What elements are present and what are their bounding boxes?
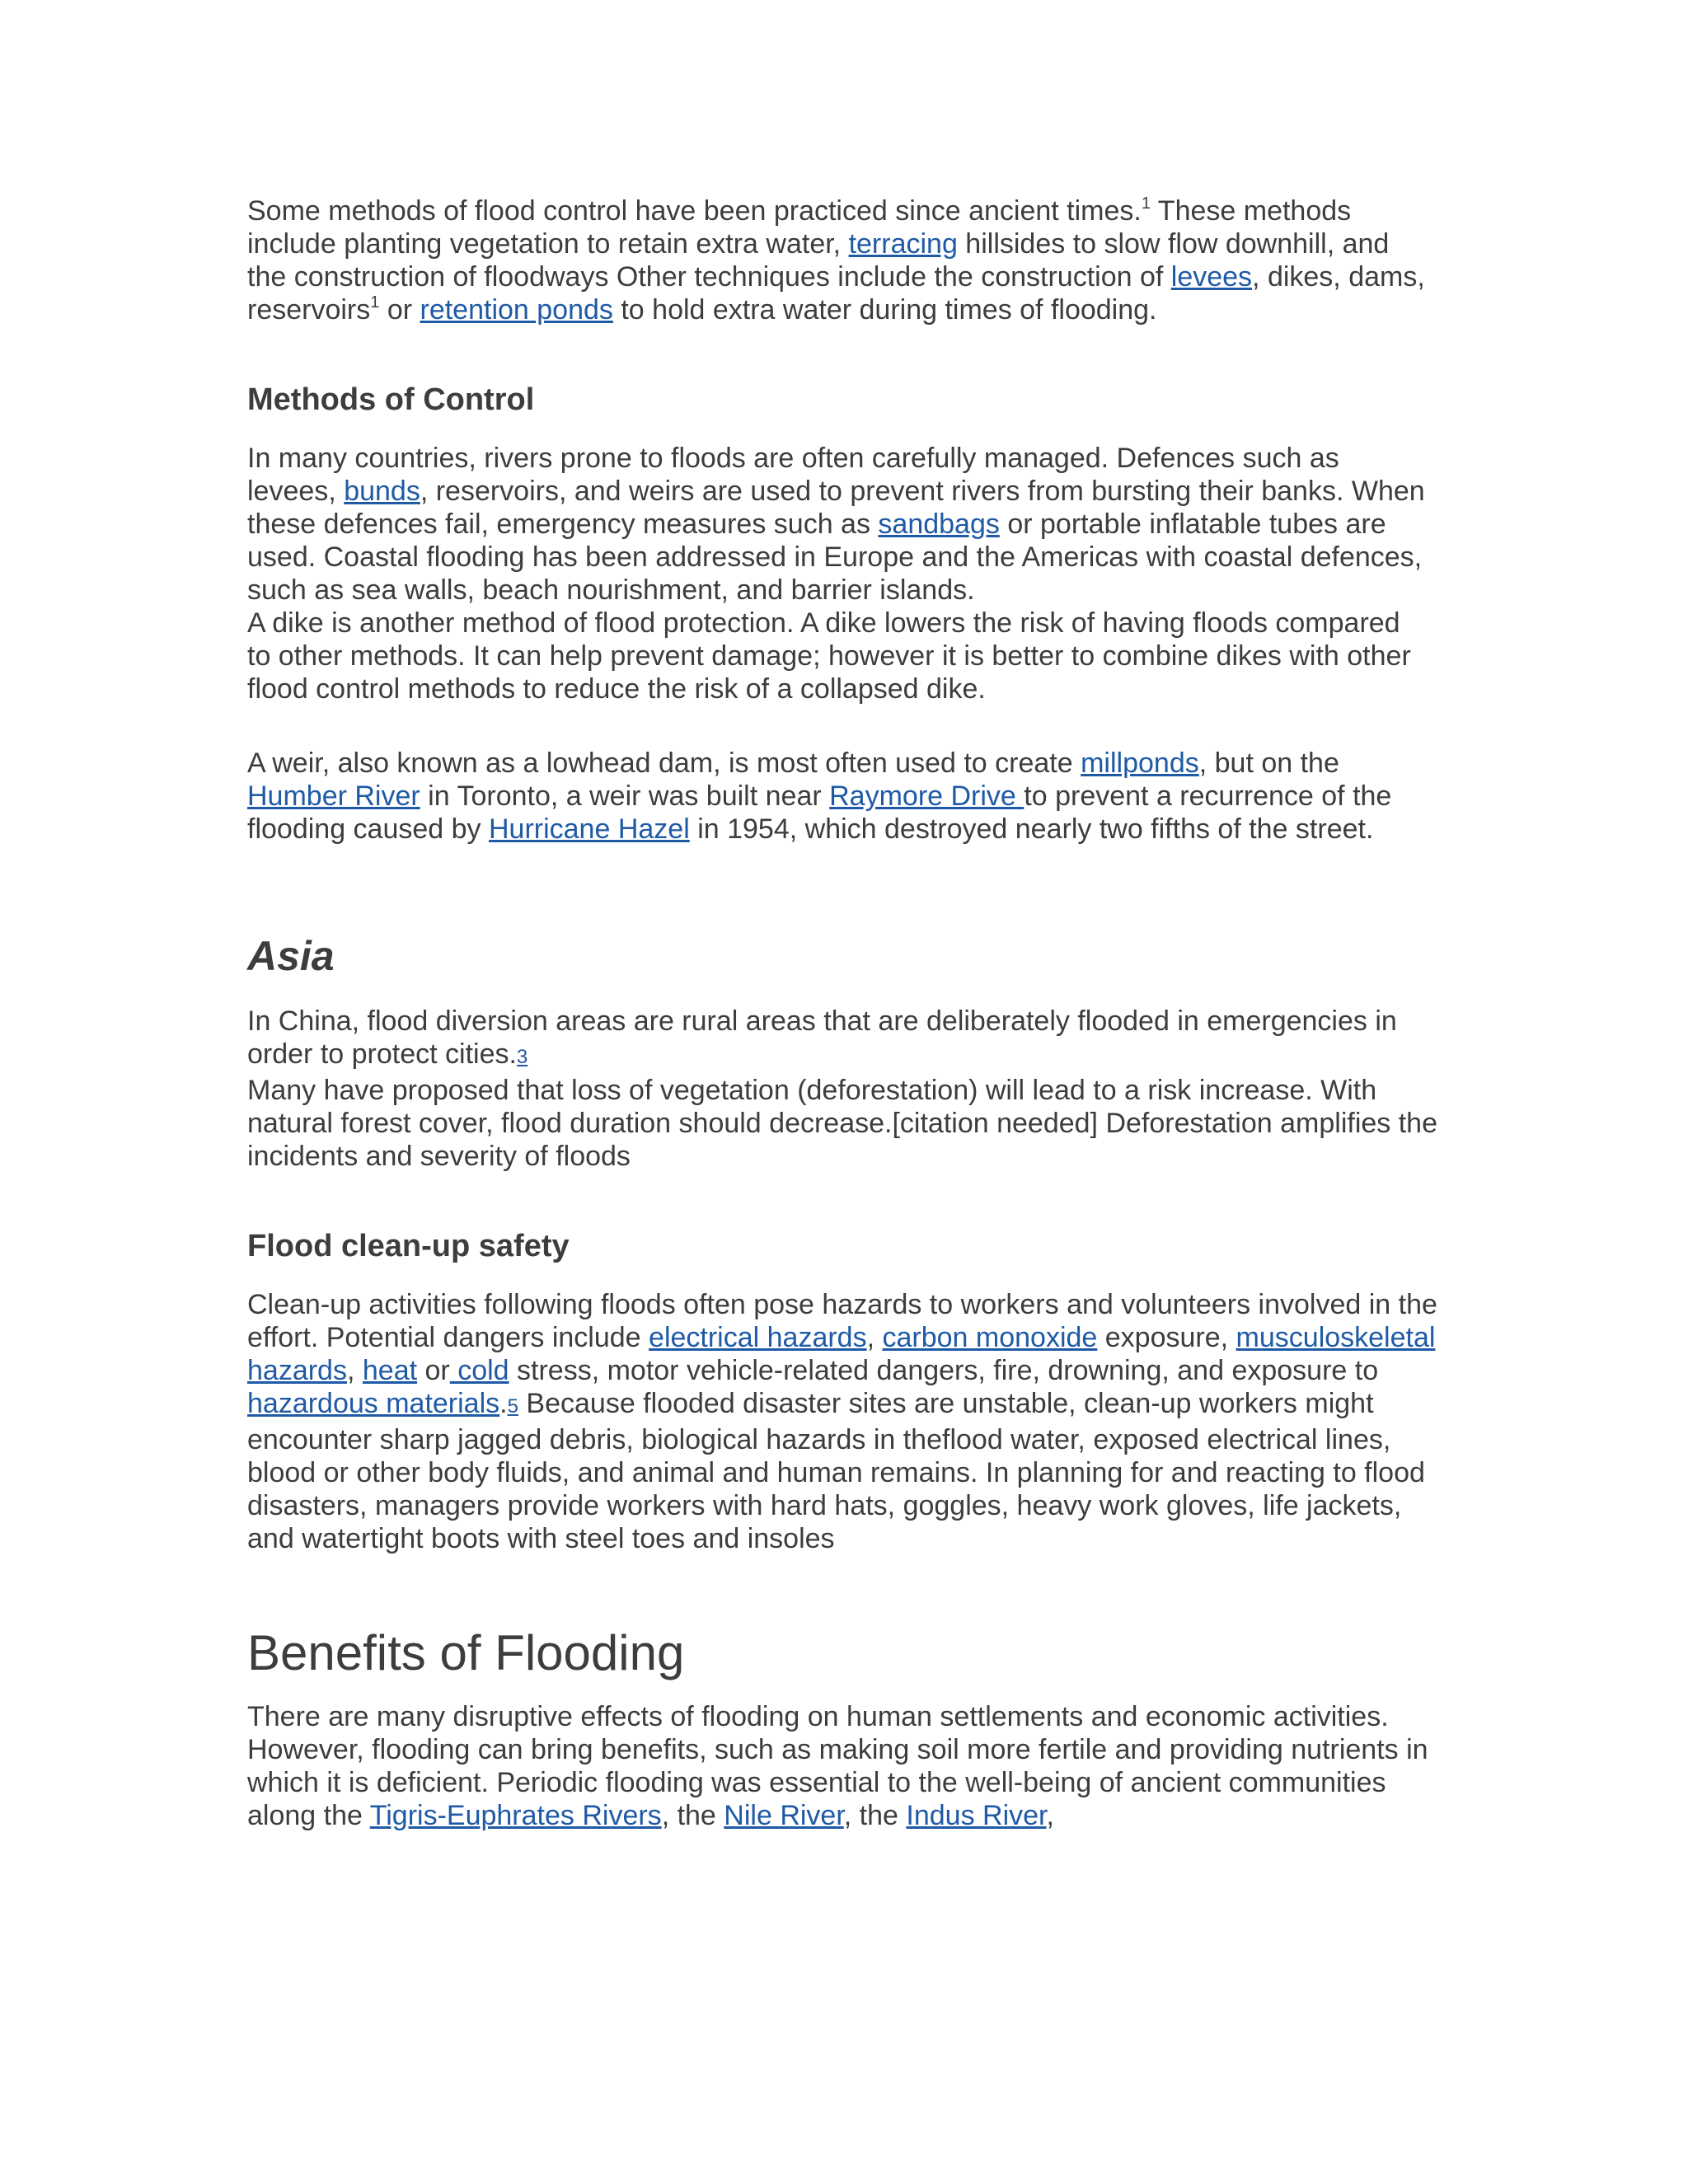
asia-paragraph-1: In China, flood diversion areas are rural areas that are deliberately flooded in emergencies in order to protect cities.3	[247, 1005, 1397, 1070]
asia-paragraph-2: Many have proposed that loss of vegetation (deforestation) will lead to a risk increase. With natural forest cover, flood duration should decrease.[citation needed] Deforestation amplifies the incidents and severity of floods	[247, 1075, 1437, 1172]
footnote-link-3[interactable]: 3	[516, 1046, 528, 1068]
link-levees[interactable]: levees	[1170, 261, 1253, 293]
link-electrical-hazards[interactable]: electrical hazards	[649, 1322, 867, 1353]
heading-methods-of-control: Methods of Control	[247, 382, 535, 417]
methods-paragraph-2: A dike is another method of flood protection. A dike lowers the risk of having floods compared to other methods. It can help prevent damage; however it is better to combine dikes with other flood control methods to reduce the risk of a collapsed dike.	[247, 607, 1411, 705]
link-retention-ponds[interactable]: retention ponds	[420, 294, 613, 326]
methods-paragraph-3: A weir, also known as a lowhead dam, is most often used to create millponds, but on the Humber River in Toronto, a weir was built near Raymore Drive to prevent a recurrence of the flooding caused by Hurricane Hazel in 1954, which destroyed nearly two fifths of the street.	[247, 748, 1392, 845]
methods-paragraph-1: In many countries, rivers prone to floods are often carefully managed. Defences such as levees, bunds, reservoirs, and weirs are used to prevent rivers from bursting their banks. When these defences fail, emergency measures such as sandbags or portable inflatable tubes are used. Coastal flooding has been addressed in Europe and the Americas with coastal defences, such as sea walls, beach nourishment, and barrier islands.	[247, 443, 1425, 606]
heading-asia: Asia	[247, 933, 335, 979]
link-musculoskeletal-hazards[interactable]: musculoskeletal hazards	[247, 1322, 1436, 1386]
heading-flood-clean-up-safety: Flood clean-up safety	[247, 1229, 570, 1263]
link-sandbags[interactable]: sandbags	[878, 509, 1000, 540]
link-nile-river[interactable]: Nile River	[724, 1800, 844, 1831]
link-millponds[interactable]: millponds	[1081, 748, 1199, 779]
link-cold[interactable]: cold	[449, 1355, 509, 1386]
link-raymore-drive[interactable]: Raymore Drive	[829, 780, 1025, 812]
link-bunds[interactable]: bunds	[344, 476, 420, 507]
link-tigris-euphrates-rivers[interactable]: Tigris-Euphrates Rivers	[369, 1800, 662, 1831]
benefits-paragraph: There are many disruptive effects of flooding on human settlements and economic activities. However, flooding can bring benefits, such as making soil more fertile and providing nutrients in which it is deficient. Periodic flooding was essential to the well-being of ancient communities along the Tigris-Euphrates Rivers, the Nile River, the Indus River,	[247, 1701, 1428, 1831]
footnote-ref: 1	[1141, 194, 1151, 213]
document-page	[247, 194, 1442, 1832]
link-carbon-monoxide[interactable]: carbon monoxide	[882, 1322, 1098, 1353]
footnote-link-5[interactable]: 5	[507, 1395, 518, 1418]
link-hurricane-hazel[interactable]: Hurricane Hazel	[488, 813, 690, 845]
link-hazardous-materials[interactable]: hazardous materials	[247, 1388, 500, 1419]
link-indus-river[interactable]: Indus River	[906, 1800, 1047, 1831]
heading-benefits-of-flooding: Benefits of Flooding	[247, 1625, 685, 1680]
link-humber-river[interactable]: Humber River	[247, 780, 420, 812]
link-heat[interactable]: heat	[362, 1355, 418, 1386]
footnote-ref: 1	[370, 293, 380, 312]
cleanup-paragraph: Clean-up activities following floods often pose hazards to workers and volunteers involved in the effort. Potential dangers include electrical hazards, carbon monoxide exposure, musculoskeletal hazards, heat or cold stress, motor vehicle-related dangers, fire, drowning, and exposure to hazardous materials.5 Because flooded disaster sites are unstable, clean-up workers might encounter sharp jagged debris, biological hazards in theflood water, exposed electrical lines, blood or other body fluids, and animal and human remains. In planning for and reacting to flood disasters, managers provide workers with hard hats, goggles, heavy work gloves, life jackets, and watertight boots with steel toes and insoles	[247, 1289, 1437, 1554]
intro-paragraph: Some methods of flood control have been practiced since ancient times.$^1$ These methods include planting vegetation to retain extra water, terracing hillsides to slow flow downhill, and the construction of floodways Other techniques include the construction of levees, dikes, dams, reservoirs$^1$ or retention ponds to hold extra water during times of flooding.	[247, 194, 1425, 326]
link-terracing[interactable]: terracing	[848, 228, 958, 260]
